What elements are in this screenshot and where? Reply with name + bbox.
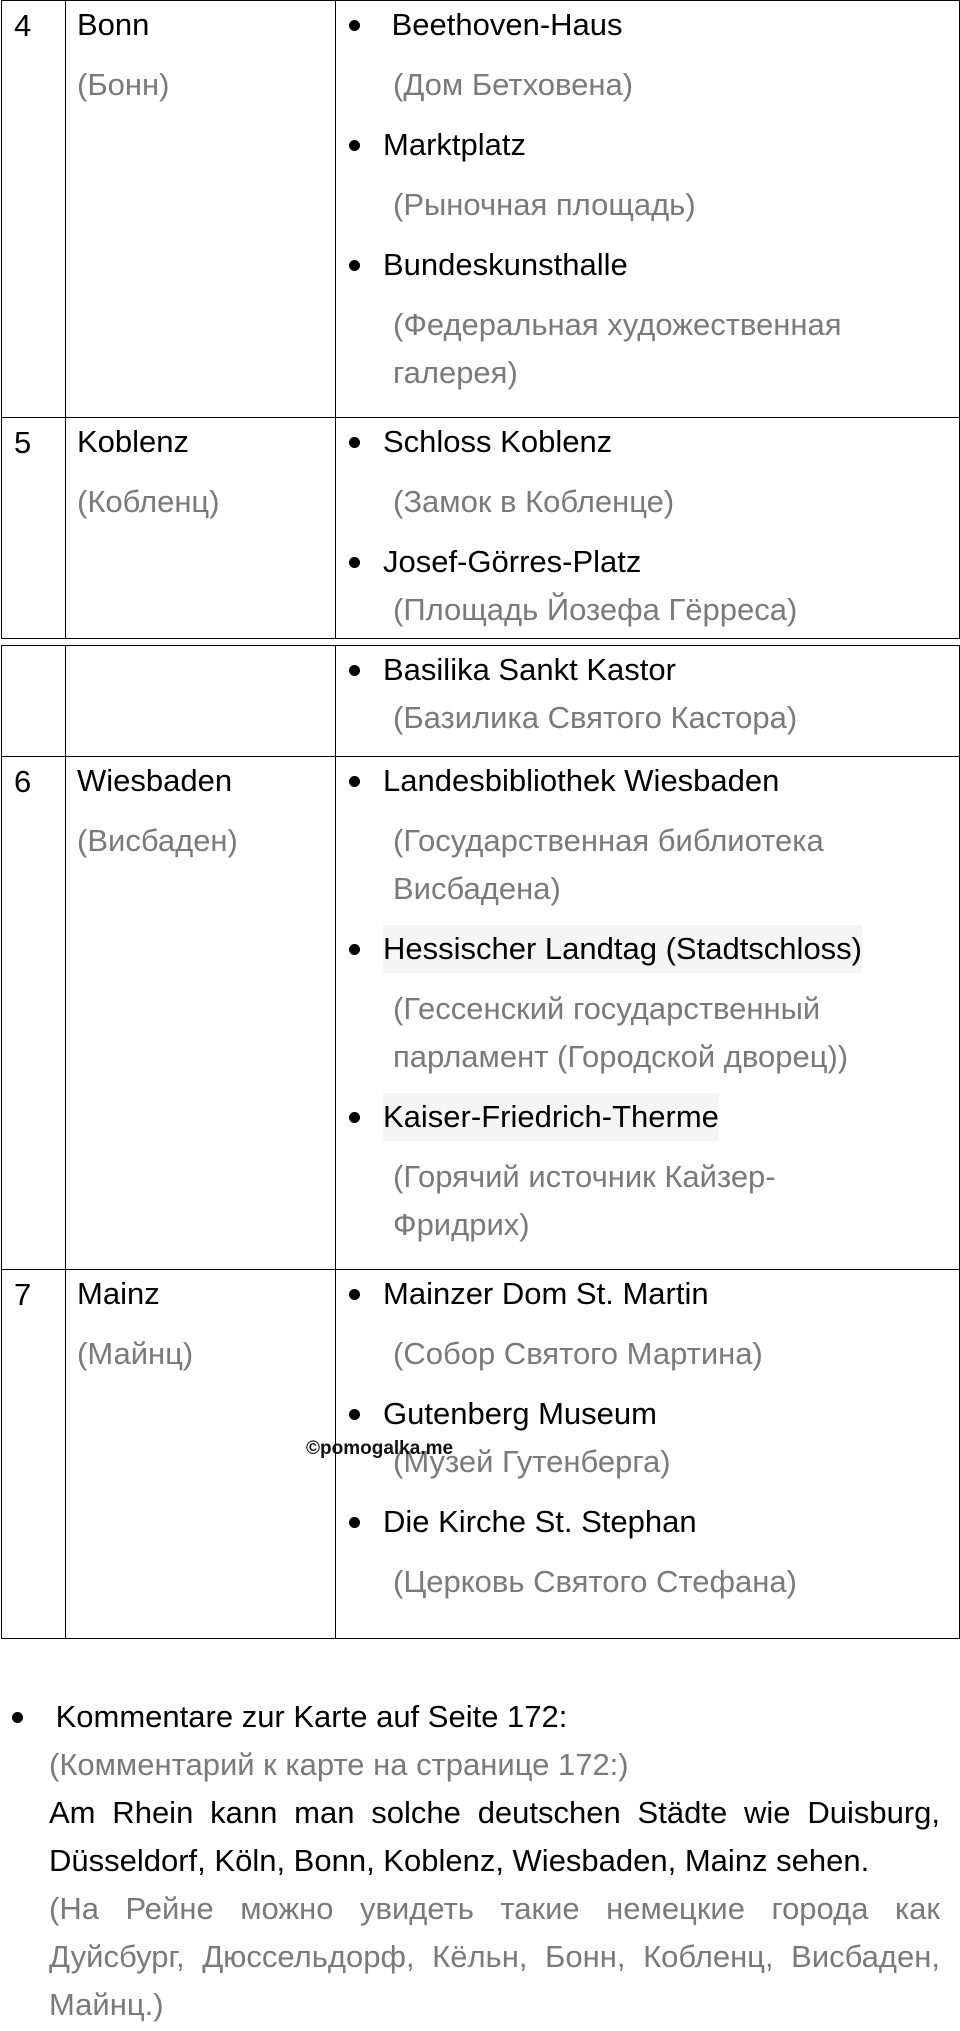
sight-name-ru: (Церковь Святого Стефана) [393,1564,797,1599]
city-name-de: Koblenz [77,424,190,459]
city-cell [66,1270,336,1639]
city-name-ru: (Майнц) [77,1336,194,1371]
list-item [349,121,951,229]
bullet-icon [349,140,360,151]
bullet-icon [349,20,360,31]
bullet-icon [349,944,360,955]
sight-name-ru: (Площадь Йозефа Гёрреса) [393,592,798,627]
bullet-icon [349,260,360,271]
city-cell [66,418,336,639]
sight-name-de: Schloss Koblenz [383,424,613,459]
row-number [2,646,66,757]
city-name-ru: (Бонн) [77,67,170,102]
sight-name-de: Bundeskunsthalle [383,247,628,282]
sight-name-de: Gutenberg Museum [383,1396,657,1431]
bullet-icon [12,1712,23,1723]
list-item [349,646,951,742]
table-row [2,757,960,1270]
list-item [349,241,951,397]
city-name-ru: (Висбаден) [77,823,238,858]
comment-text-ru: (На Рейне можно увидеть такие немецкие города как Дуйсбург, Дюссельдорф, Кёльн, Бонн, Кобленц, Висбаден, Майнц.) [49,1891,940,2022]
list-item [349,538,951,634]
row-number: 7 [2,1270,66,1639]
map-comment-section [0,1693,960,2029]
city-name-de: Wiesbaden [77,763,233,798]
sight-name-ru: (Дом Бетховена) [393,67,634,102]
bullet-icon [349,1112,360,1123]
sight-name-de: Josef-Görres-Platz [383,544,642,579]
sight-name-ru: (Государственная библиотека Висбадена) [393,823,824,906]
sights-table-part-2 [1,645,960,1639]
city-cell [66,757,336,1270]
list-item [349,418,951,526]
row-number: 4 [2,1,66,418]
comment-text-de: Am Rhein kann man solche deutschen Städte wie Duisburg, Düsseldorf, Köln, Bonn, Koblenz, Wiesbaden, Mainz sehen. [49,1795,940,1878]
row-number: 6 [2,757,66,1270]
bullet-icon [349,1517,360,1528]
sights-cell [336,757,960,1270]
bullet-icon [349,776,360,787]
sight-name-de: Beethoven-Haus [383,7,623,42]
comment-title: Kommentare zur Karte auf Seite 172: [47,1699,568,1734]
bullet-icon [349,1409,360,1420]
city-cell [66,1,336,418]
sight-name-de: Marktplatz [383,127,526,162]
comment-body [0,1741,960,2029]
table-row [2,1,960,418]
sight-name-ru: (Собор Святого Мартина) [393,1336,763,1371]
list-item [349,925,951,1081]
sight-name-de: Basilika Sankt Kastor [383,652,676,687]
list-item [349,1498,951,1606]
city-name-de: Mainz [77,1276,160,1311]
sights-cell [336,418,960,639]
comment-heading [0,1693,960,1741]
city-cell [66,646,336,757]
row-number: 5 [2,418,66,639]
comment-title-ru: (Комментарий к карте на странице 172:) [49,1747,629,1782]
sight-name-de: Mainzer Dom St. Martin [383,1276,709,1311]
sight-name-de: Kaiser-Friedrich-Therme [383,1093,719,1141]
list-item [349,1270,951,1378]
bullet-icon [349,557,360,568]
sight-name-ru: (Рыночная площадь) [393,187,696,222]
sight-name-de: Landesbibliothek Wiesbaden [383,763,780,798]
sight-name-de: Die Kirche St. Stephan [383,1504,697,1539]
watermark: ©pomogalka.me [306,1438,454,1459]
sight-name-ru: (Музей Гутенберга) [393,1444,671,1479]
sight-name-ru: (Горячий источник Кайзер-Фридрих) [393,1159,776,1242]
sights-cell [336,1,960,418]
sight-name-ru: (Базилика Святого Кастора) [393,700,798,735]
sights-table-part-1 [1,0,960,639]
table-row [2,1270,960,1639]
table-row [2,418,960,639]
table-row [2,646,960,757]
city-name-ru: (Кобленц) [77,484,220,519]
city-name-de: Bonn [77,7,150,42]
sight-name-ru: (Гессенский государственный парламент (Городской дворец)) [393,991,849,1074]
sights-cell [336,646,960,757]
bullet-icon [349,1289,360,1300]
sight-name-ru: (Федеральная художественная галерея) [393,307,842,390]
list-item [349,1093,951,1249]
sight-name-de: Hessischer Landtag (Stadtschloss) [383,925,862,973]
bullet-icon [349,665,360,676]
bullet-icon [349,437,360,448]
list-item [349,757,951,913]
sight-name-ru: (Замок в Кобленце) [393,484,675,519]
list-item [349,1,951,109]
